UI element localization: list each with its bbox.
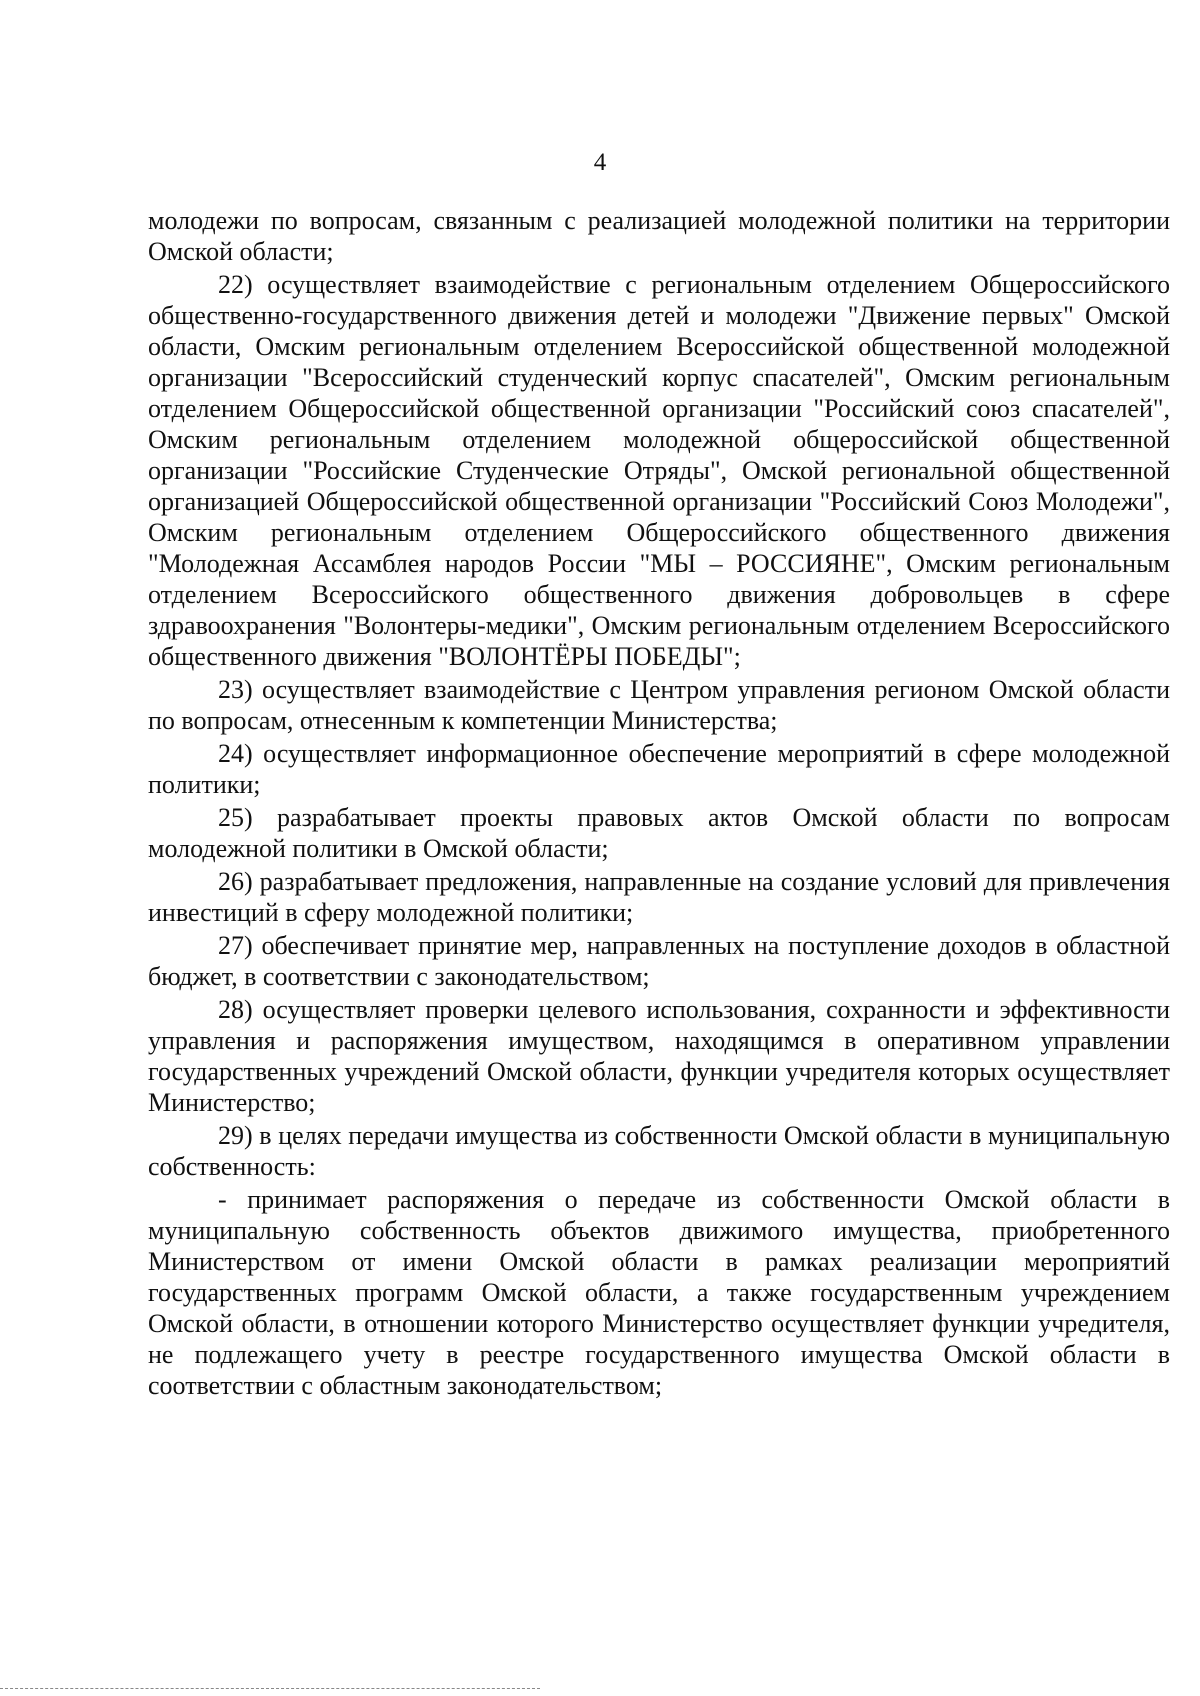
paragraph: 22) осуществляет взаимодействие с региональным отделением Общероссийского общественно-государственного движения детей и молодежи "Движение первых" Омской области, Омским региональным отделением Всероссийской общественной молодежной организации "Всероссийский студенческий корпус спасателей", Омским региональным отделением Общероссийской общественной организации "Российский союз спасателей", Омским региональным отделением молодежной общероссийской общественной организации "Российские Студенческие Отряды", Омской региональной общественной организацией Общероссийской общественной организации "Российский Союз Молодежи", Омским региональным отделением Общероссийского общественного движения "Молодежная Ассамблея народов России "МЫ – РОССИЯНЕ", Омским региональным отделением Всероссийского общественного движения добровольцев в сфере здравоохранения "Волонтеры-медики", Омским региональным отделением Всероссийского общественного движения "ВОЛОНТЁРЫ ПОБЕДЫ"; <box>148 270 1170 671</box>
paragraph: 28) осуществляет проверки целевого использования, сохранности и эффективности управления и распоряжения имуществом, находящимся в оперативном управлении государственных учреждений Омской области, функции учредителя которых осуществляет Министерство; <box>148 995 1170 1117</box>
paragraph: 24) осуществляет информационное обеспечение мероприятий в сфере молодежной политики; <box>148 739 1170 799</box>
paragraph: молодежи по вопросам, связанным с реализацией молодежной политики на территории Омской области; <box>148 206 1170 266</box>
document-body <box>148 205 1170 1403</box>
paragraph: 25) разрабатывает проекты правовых актов Омской области по вопросам молодежной политики в Омской области; <box>148 803 1170 863</box>
paragraph: 29) в целях передачи имущества из собственности Омской области в муниципальную собственность: <box>148 1121 1170 1181</box>
page-number: 4 <box>593 149 607 176</box>
paragraph: 23) осуществляет взаимодействие с Центром управления регионом Омской области по вопросам, отнесенным к компетенции Министерства; <box>148 675 1170 735</box>
paragraph: 27) обеспечивает принятие мер, направленных на поступление доходов в областной бюджет, в соответствии с законодательством; <box>148 931 1170 991</box>
paragraph: 26) разрабатывает предложения, направленные на создание условий для привлечения инвестиций в сферу молодежной политики; <box>148 867 1170 927</box>
scan-edge-line <box>0 1688 540 1689</box>
paragraph: - принимает распоряжения о передаче из собственности Омской области в муниципальную собственность объектов движимого имущества, приобретенного Министерством от имени Омской области в рамках реализации мероприятий государственных программ Омской области, а также государственным учреждением Омской области, в отношении которого Министерство осуществляет функции учредителя, не подлежащего учету в реестре государственного имущества Омской области в соответствии с областным законодательством; <box>148 1185 1170 1400</box>
